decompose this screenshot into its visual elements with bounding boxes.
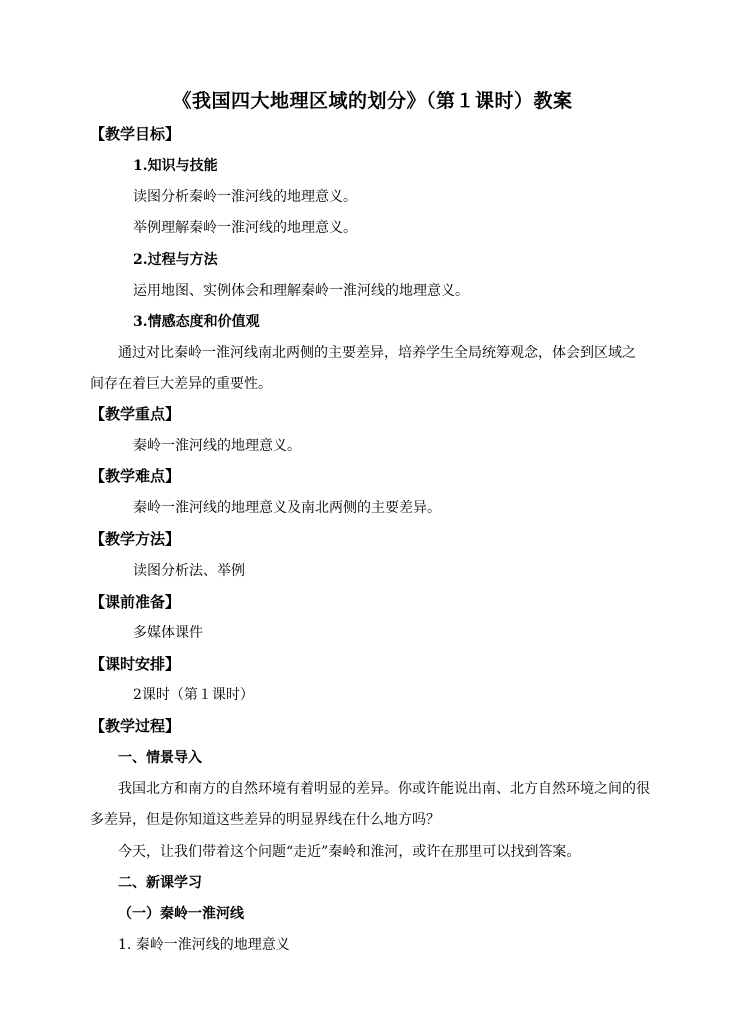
process-method-heading: 2.过程与方法	[133, 252, 218, 268]
methods-text: 读图分析法、举例	[133, 563, 245, 579]
preparation-text: 多媒体课件	[133, 625, 203, 641]
intro-paragraph-2: 今天，让我们带着这个问题“走近”秦岭和淮河，或许在那里可以找到答案。	[118, 844, 581, 860]
section-1-heading: （一）秦岭一淮河线	[118, 906, 244, 922]
preparation-heading: 【课前准备】	[90, 593, 181, 611]
intro-paragraph-line-2: 多差异，但是你知道这些差异的明显界线在什么地方吗？	[90, 812, 440, 828]
key-points-heading: 【教学重点】	[90, 405, 181, 423]
key-points-text: 秦岭一淮河线的地理意义。	[133, 438, 301, 454]
emotion-paragraph-line-1: 通过对比秦岭一淮河线南北两侧的主要差异，培养学生全局统筹观念，体会到区域之	[118, 345, 636, 361]
knowledge-item-2: 举例理解秦岭一淮河线的地理意义。	[133, 220, 357, 236]
new-lesson-heading: 二、新课学习	[118, 875, 202, 891]
difficulties-text: 秦岭一淮河线的地理意义及南北两侧的主要差异。	[133, 500, 441, 516]
knowledge-skills-heading: 1.知识与技能	[133, 158, 218, 174]
intro-paragraph-line-1: 我国北方和南方的自然环境有着明显的差异。你或许能说出南、北方自然环境之间的很	[118, 781, 650, 797]
page-title: 《我国四大地理区域的划分》（第１课时）教案	[172, 90, 573, 112]
difficulties-heading: 【教学难点】	[90, 467, 181, 485]
knowledge-item-1: 读图分析秦岭一淮河线的地理意义。	[133, 189, 357, 205]
methods-heading: 【教学方法】	[90, 530, 181, 548]
intro-heading: 一、情景导入	[118, 750, 202, 766]
section-1-item-1: 1. 秦岭一淮河线的地理意义	[118, 937, 290, 953]
emotion-values-heading: 3.情感态度和价值观	[133, 314, 260, 330]
schedule-text: 2课时（第１课时）	[133, 687, 254, 703]
objectives-heading: 【教学目标】	[90, 125, 181, 143]
schedule-heading: 【课时安排】	[90, 655, 181, 673]
process-heading: 【教学过程】	[90, 717, 181, 735]
process-item-1: 运用地图、实例体会和理解秦岭一淮河线的地理意义。	[133, 283, 469, 299]
emotion-paragraph-line-2: 间存在着巨大差异的重要性。	[90, 376, 272, 392]
